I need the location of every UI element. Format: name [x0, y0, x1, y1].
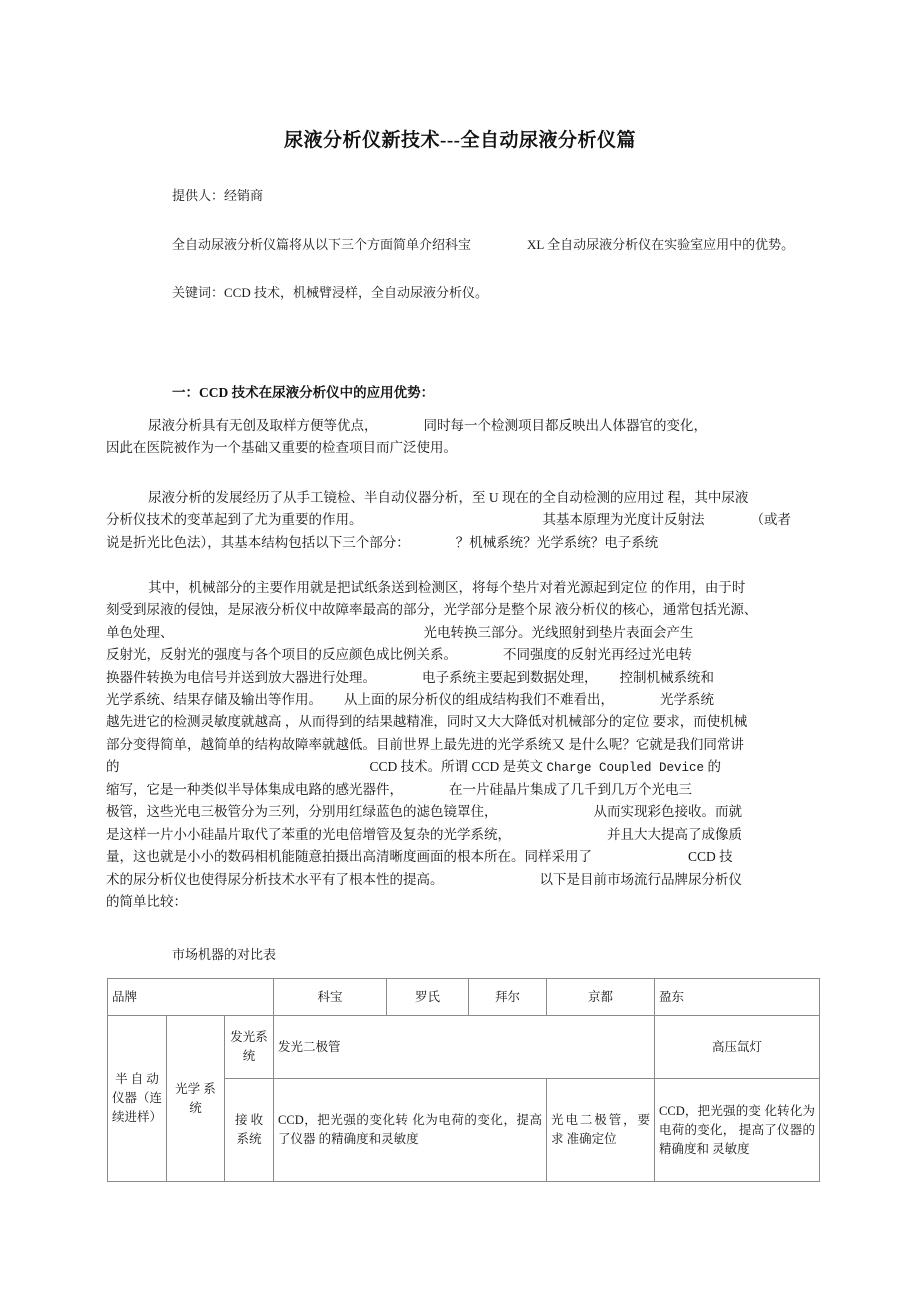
- paragraph-development-history: [106, 487, 818, 554]
- paragraph-line: [106, 622, 818, 644]
- row-label-receive-system: 接 收系统: [225, 1079, 274, 1182]
- paragraph-line: [106, 734, 818, 756]
- paragraph-urinalysis-advantages: [106, 415, 818, 460]
- provider-text: 提供人：经销商: [172, 188, 264, 203]
- p3-l4b: 不同强度的反射光再经过光电转: [503, 647, 692, 663]
- page-title: 尿液分析仪新技术---全自动尿液分析仪篇: [284, 130, 636, 151]
- header-yingdong: 盈东: [655, 979, 820, 1016]
- paragraph-line: [106, 577, 818, 599]
- paragraph-line: [106, 801, 818, 823]
- p3-l12a: 是这样一片小小硅晶片取代了苯重的光电倍增管及复杂的光学系统，: [106, 826, 511, 842]
- p3-l8: 部分变得简单，越简单的结构故障率就越低。目前世界上最先进的光学系统又 是什么呢？它就是我们同常讲: [106, 736, 744, 752]
- p1-text-b: 同时每一个检测项目都反映出人体器官的变化，: [423, 418, 707, 433]
- p3-l9d: 的: [707, 759, 721, 775]
- p3-l9c: Charge Coupled Device: [546, 761, 705, 776]
- market-comparison-table: [107, 978, 820, 1182]
- p2-text-c: 其基本原理为光度计反射法: [542, 512, 705, 528]
- header-kebao: 科宝: [274, 979, 387, 1016]
- p2-text-e: 说是折光比色法），其基本结构包括以下三个部分：: [106, 534, 410, 550]
- p3-l12b: 并且大大提高了成像质: [607, 826, 742, 842]
- row-label-instrument: 半 自 动仪器（连续进样）: [108, 1016, 167, 1182]
- p3-l3a: 单色处理、: [106, 624, 174, 640]
- p3-l6a: 光学系统、结果存储及输出等作用。: [106, 692, 322, 708]
- paragraph-line: [106, 891, 818, 913]
- p3-l3b: 光电转换三部分。光线照射到垫片表面会产生: [423, 624, 694, 640]
- p3-l11b: 从而实现彩色接收。而就: [593, 804, 742, 820]
- p2-text-b: 分析仪技术的变革起到了尤为重要的作用。: [106, 512, 363, 528]
- paragraph-ccd-technology: [106, 577, 818, 913]
- p3-l9a: 的: [106, 759, 120, 775]
- p3-l5a: 换器件转换为电信号并送到放大器进行处理。: [106, 669, 376, 685]
- summary-text-a: 全自动尿液分析仪篇将从以下三个方面简单介绍科宝: [172, 236, 472, 252]
- paragraph-line: [106, 532, 818, 554]
- p3-l4a: 反射光，反射光的强度与各个项目的反应颜色成比例关系。: [106, 647, 457, 663]
- summary-text-b: XL 全自动尿液分析仪在实验室应用中的优势。: [527, 236, 795, 252]
- keywords-line: [172, 283, 832, 303]
- provider-line: [172, 186, 832, 206]
- paragraph-line: [106, 487, 818, 509]
- p2-text-d: （或者: [750, 512, 791, 528]
- p3-l5b: 电子系统主要起到数据处理，: [422, 669, 598, 685]
- paragraph-line: [106, 415, 818, 437]
- cell-receive-yingdong: CCD，把光强的变 化转化为电荷的变化， 提高了仪器的精确度和 灵敏度: [655, 1079, 820, 1182]
- cell-receive-jingdu: 光电二极管，要求 准确定位: [547, 1079, 655, 1182]
- p3-l1: 其中，机械部分的主要作用就是把试纸条送到检测区，将每个垫片对着光源起到定位 的作用，由于时: [148, 580, 746, 595]
- p3-l6b: 从上面的尿分析仪的组成结构我们不难看出，: [344, 692, 614, 708]
- paragraph-line: [106, 869, 818, 891]
- p3-l5c: 控制机械系统和: [619, 669, 714, 685]
- section-heading: 一：CCD 技术在尿液分析仪中的应用优势：: [172, 385, 435, 400]
- row-label-optical-system: 光学 系统: [167, 1016, 225, 1182]
- p3-l15: 的简单比较：: [106, 894, 187, 910]
- p1-text-a: 尿液分析具有无创及取样方便等优点，: [148, 418, 378, 433]
- paragraph-line: [106, 689, 818, 711]
- paragraph-line: [106, 509, 818, 531]
- row-label-emit-system: 发光系统: [225, 1016, 274, 1079]
- paragraph-line: [106, 846, 818, 868]
- table-caption: 市场机器的对比表: [172, 947, 277, 962]
- paragraph-line: [106, 599, 818, 621]
- paragraph-line: [106, 711, 818, 733]
- intro-block: [172, 186, 832, 332]
- paragraph-line: [106, 824, 818, 846]
- summary-line: [172, 235, 832, 255]
- cell-emit-yingdong: 高压氙灯: [655, 1016, 820, 1079]
- p3-l13a: 量，这也就是小小的数码相机能随意拍摄出高清晰度画面的根本所在。同样采用了: [106, 849, 592, 865]
- p3-l6c: 光学系统: [660, 692, 714, 708]
- p2-text-a: 尿液分析的发展经历了从手工镜检、半自动仪器分析，至 U 现在的全自动检测的应用过 程，其中尿液: [148, 490, 749, 505]
- p3-l10a: 缩写，它是一种类似半导体集成电路的感光器件，: [106, 782, 403, 797]
- p3-l11a: 极管，这些光电三极管分为三列，分别用红绿蓝色的滤色镜罩住，: [106, 804, 498, 820]
- p2-text-f: ？机械系统？光学系统？电子系统: [455, 534, 659, 550]
- p3-l10b: 在一片硅晶片集成了几千到几万个光电三: [449, 782, 692, 797]
- paragraph-line: [106, 644, 818, 666]
- header-luoshi: 罗氏: [387, 979, 469, 1016]
- p3-l13b: CCD 技: [688, 849, 733, 865]
- p3-l14a: 术的尿分析仪也使得尿分析技术水平有了根本性的提高。: [106, 871, 444, 887]
- cell-receive-kebao: CCD，把光强的变化转 化为电荷的变化，提高了仪器 的精确度和灵敏度: [274, 1079, 547, 1182]
- header-jingdu: 京都: [547, 979, 655, 1016]
- keywords-text: 关键词：CCD 技术，机械臂浸样，全自动尿液分析仪。: [172, 285, 488, 300]
- p3-l2: 刻受到尿液的侵蚀，是尿液分析仪中故障率最高的部分，光学部分是整个尿 液分析仪的核心，通常包括光源、: [106, 602, 758, 618]
- table-header-row: [108, 979, 820, 1016]
- p3-l7: 越先进它的检测灵敏度就越高 ，从而得到的结果越精准，同时又大大降低对机械部分的定位 要求，而使机械: [106, 714, 748, 730]
- paragraph-line: [106, 667, 818, 689]
- header-brand: 品牌: [108, 979, 274, 1016]
- p1-text-c: 因此在医院被作为一个基础又重要的检查项目而广泛使用。: [106, 440, 457, 456]
- paragraph-line: [106, 756, 818, 779]
- paragraph-line: [106, 437, 818, 459]
- cell-emit-kebao: 发光二极管: [274, 1016, 655, 1079]
- p3-l14b: 以下是目前市场流行品牌尿分析仪: [539, 871, 742, 887]
- paragraph-line: [106, 779, 818, 801]
- header-baier: 拜尔: [469, 979, 547, 1016]
- table-row: [108, 1016, 820, 1079]
- p3-l9b: CCD 技术。所谓 CCD 是英文: [369, 759, 544, 775]
